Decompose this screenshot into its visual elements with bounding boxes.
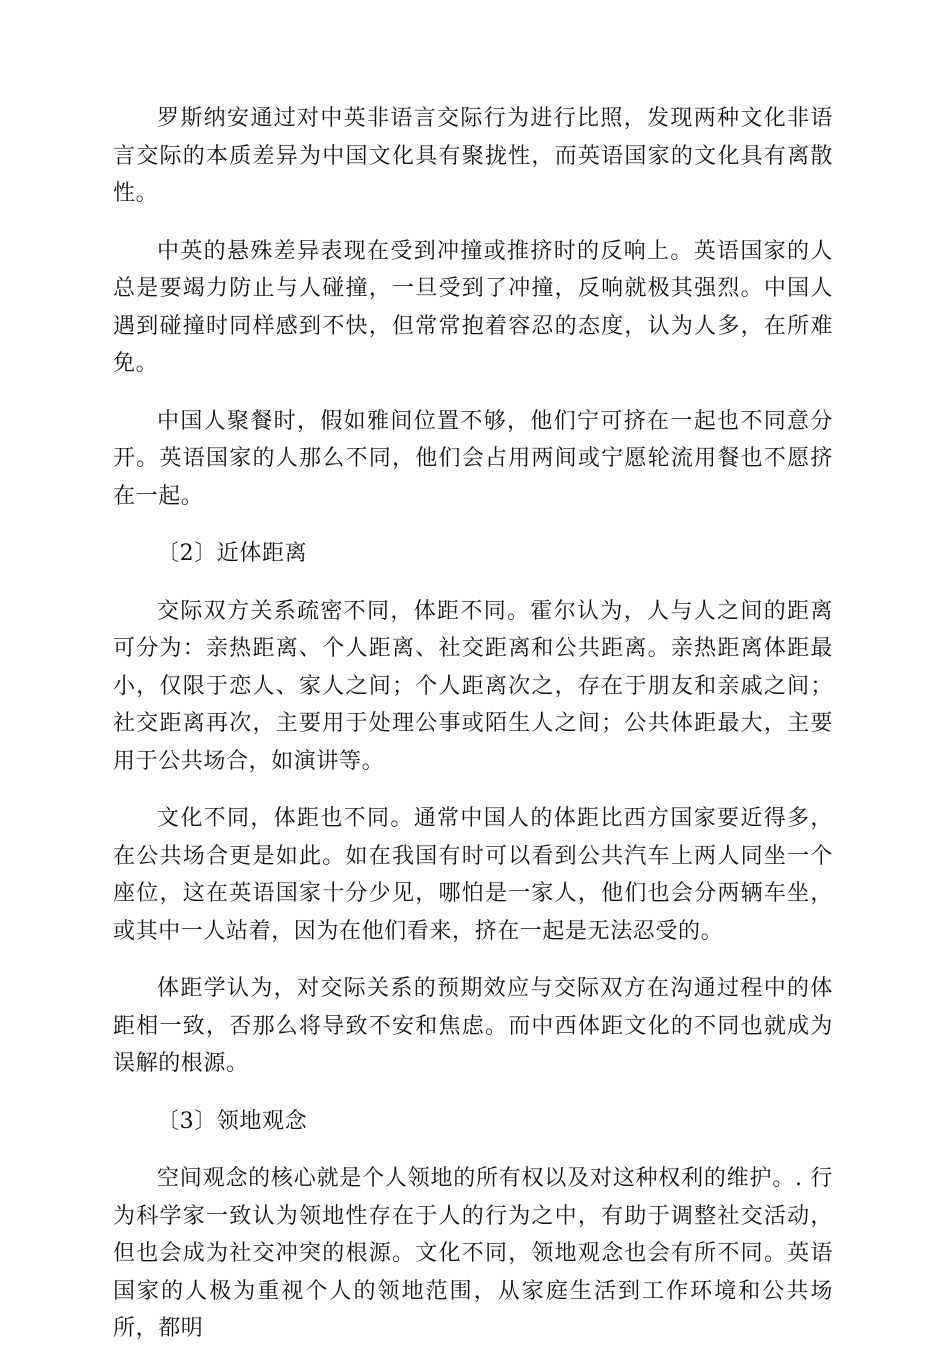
section-heading-proximity: 〔2〕近体距离 xyxy=(157,541,308,566)
paragraph-gap xyxy=(113,1140,833,1160)
paragraph-gap xyxy=(113,383,833,403)
paragraph-dining: 中国人聚餐时，假如雅间位置不够，他们宁可挤在一起也不同意分开。英语国家的人那么不同，他们会占用两间或宁愿轮流用餐也不愿挤在一起。 xyxy=(113,408,833,509)
paragraph-culture-distance: 文化不同，体距也不同。通常中国人的体距比西方国家要近得多，在公共场合更是如此。如在我国有时可以看到公共汽车上两人同坐一个座位，这在英语国家十分少见，哪怕是一家人，他们也会分两辆车坐，或其中一人站着，因为在他们看来，挤在一起是无法忍受的。 xyxy=(113,806,833,944)
paragraph-territory: 空间观念的核心就是个人领地的所有权以及对这种权利的维护。. 行为科学家一致认为领地性存在于人的行为之中，有助于调整社交活动，但也会成为社交冲突的根源。文化不同，领地观念也会有所不同。英语国家的人极为重视个人的领地范围，从家庭生活到工作环境和公共场所，都明 xyxy=(113,1166,833,1341)
paragraph-gap xyxy=(113,515,833,535)
paragraph-gap xyxy=(113,780,833,800)
paragraph-collision: 中英的悬殊差异表现在受到冲撞或推挤时的反响上。英语国家的人总是要竭力防止与人碰撞，一旦受到了冲撞，反响就极其强烈。中国人遇到碰撞时同样感到不快，但常常抱着容忍的态度，认为人多，在所难免。 xyxy=(113,238,833,376)
paragraph-gap xyxy=(113,1083,833,1103)
section-heading-territory: 〔3〕领地观念 xyxy=(157,1108,308,1134)
paragraph-proxemics: 体距学认为，对交际关系的预期效应与交际双方在沟通过程中的体距相一致，否那么将导致不安和焦虑。而中西体距文化的不同也就成为误解的根源。 xyxy=(113,976,833,1076)
paragraph-gap xyxy=(113,573,833,593)
paragraph-comparison: 罗斯纳安通过对中英非语言交际行为进行比照，发现两种文化非语言交际的本质差异为中国文化具有聚拢性，而英语国家的文化具有离散性。 xyxy=(113,106,833,206)
paragraph-distance-types: 交际双方关系疏密不同，体距不同。霍尔认为，人与人之间的距离可分为：亲热距离、个人距离、社交距离和公共距离。亲热距离体距最小，仅限于恋人、家人之间；个人距离次之，存在于朋友和亲戚之间；社交距离再次，主要用于处理公事或陌生人之间；公共体距最大，主要用于公共场合，如演讲等。 xyxy=(113,598,833,774)
paragraph-gap xyxy=(113,950,833,970)
document-page xyxy=(113,100,833,1348)
paragraph-gap xyxy=(113,213,833,233)
